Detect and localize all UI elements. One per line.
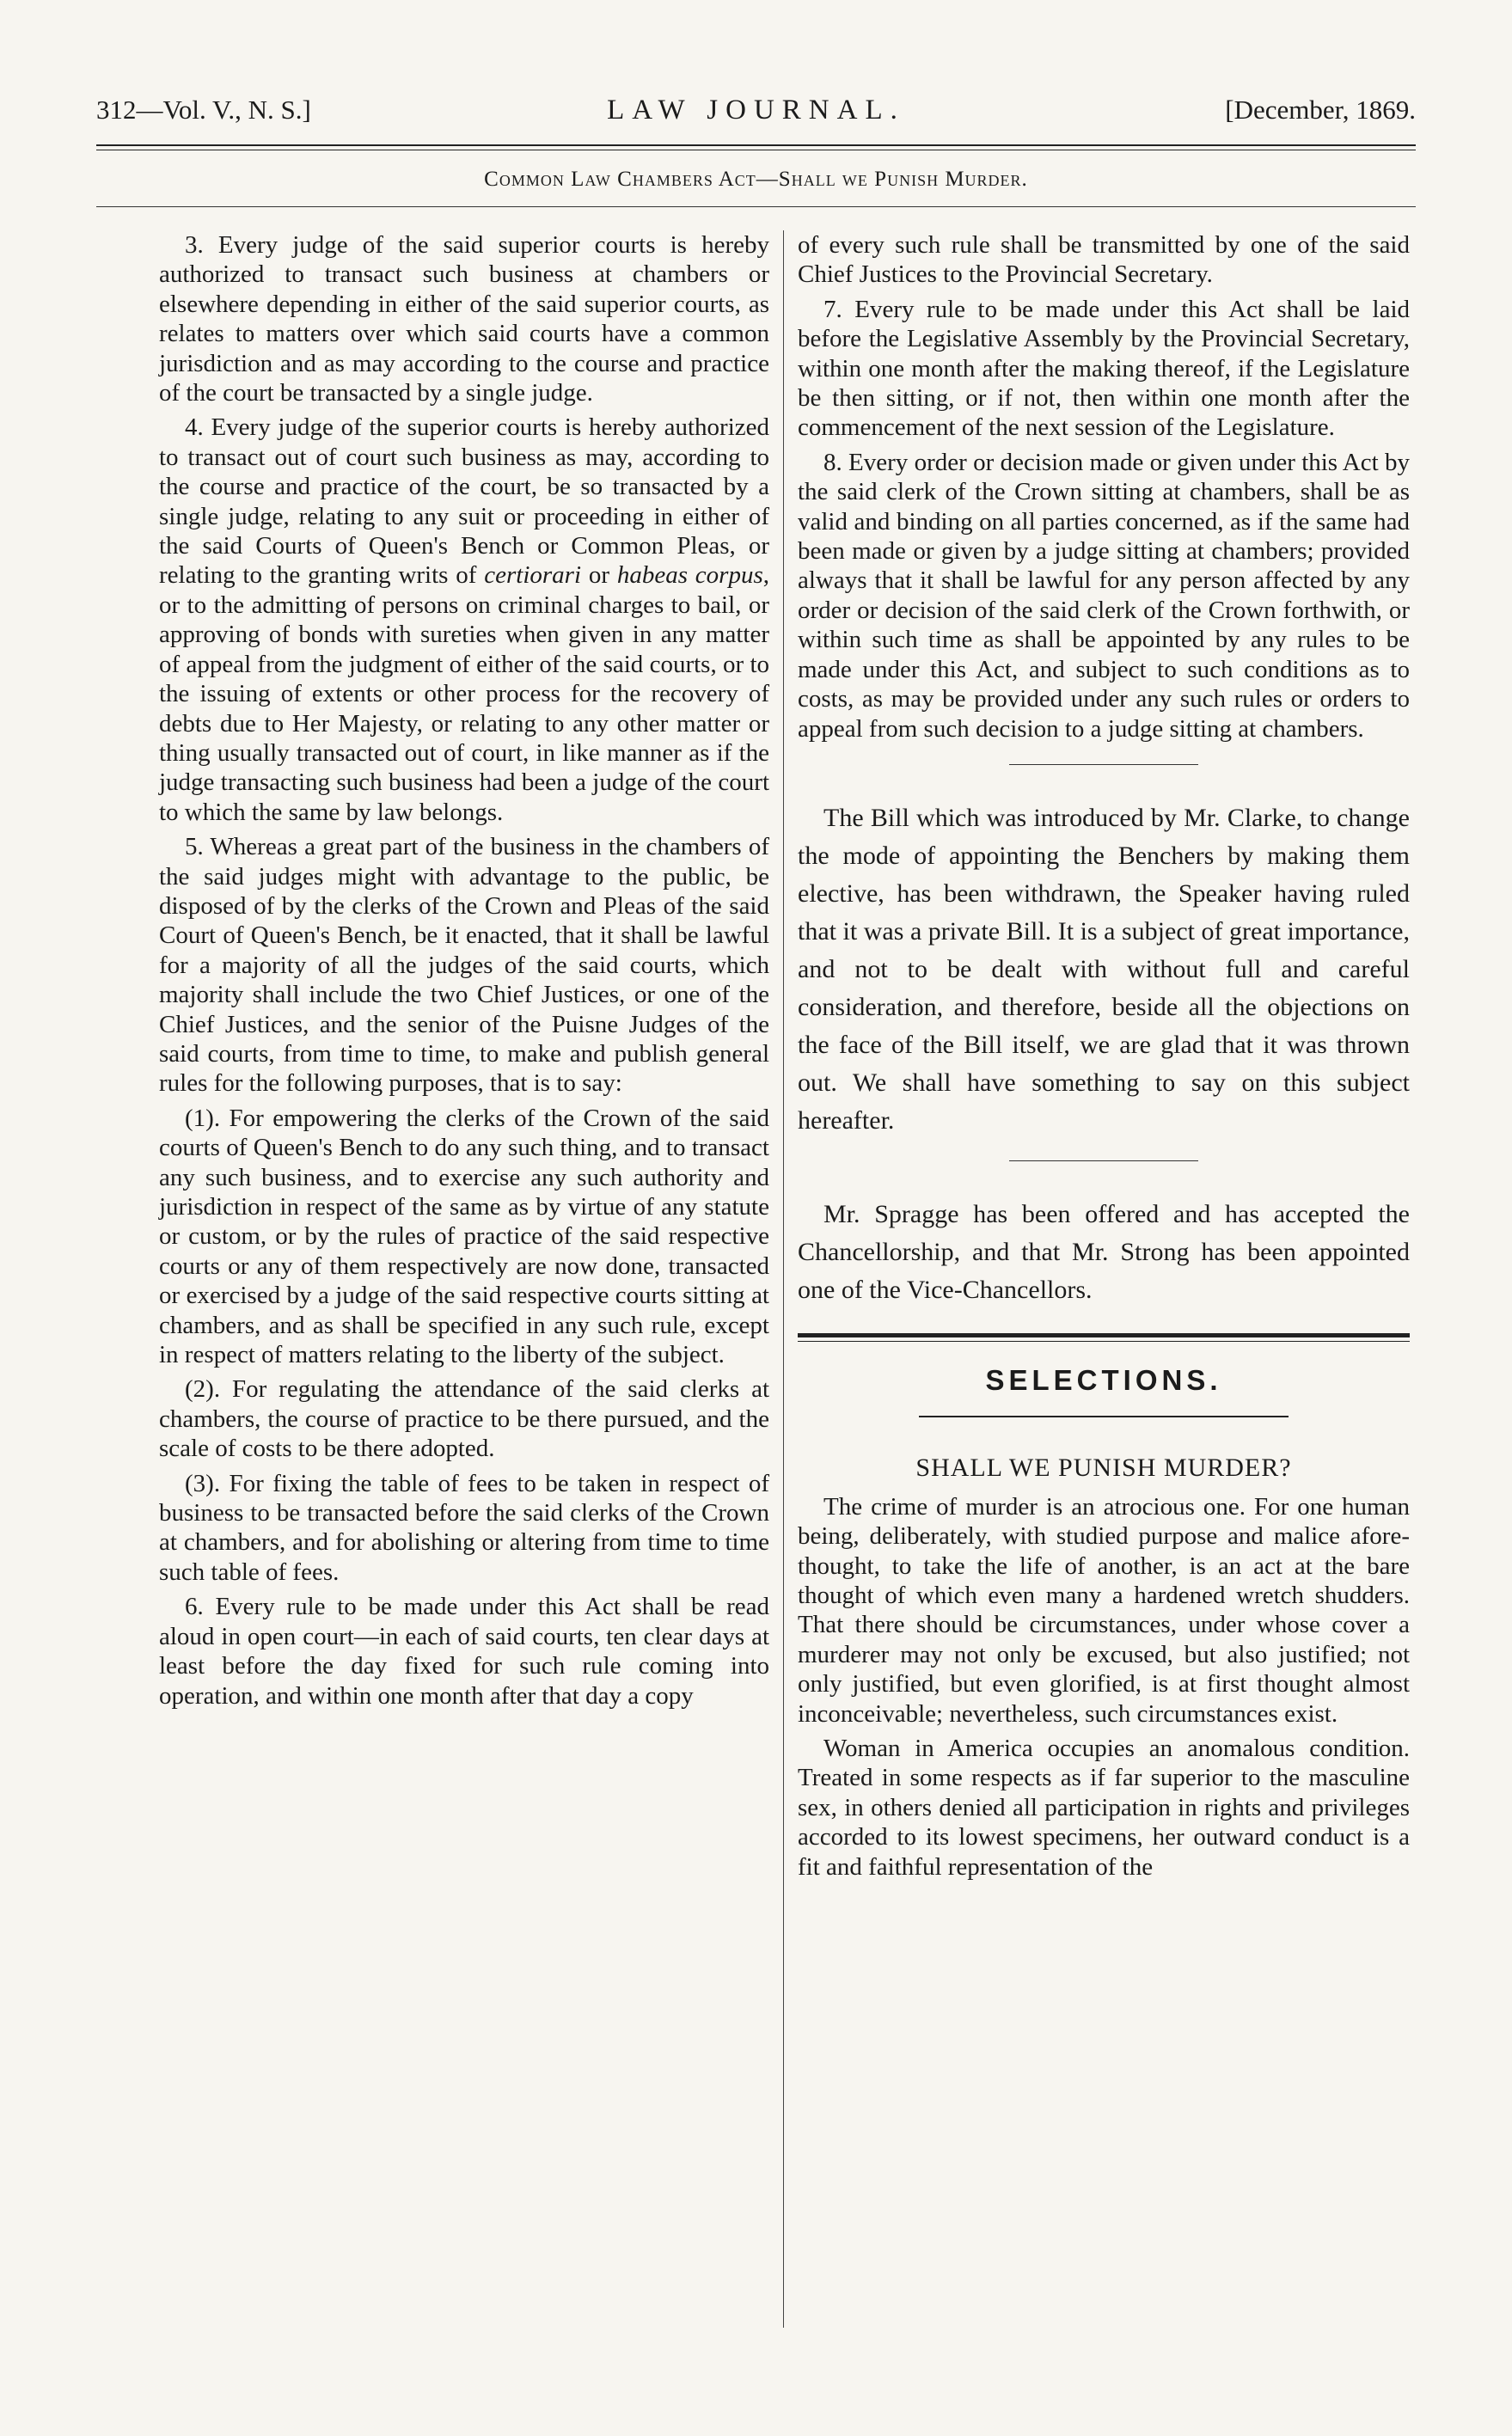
section-rule <box>96 206 1416 207</box>
right-column <box>798 230 1410 1887</box>
section-4 <box>159 413 769 827</box>
separator-rule <box>1009 764 1198 765</box>
section-5-clause-2: (2). For regulating the attendance of the said clerks at chambers, the course of practice to be there pursued, and the scale of costs to be there adopted. <box>159 1375 769 1463</box>
page-number-volume: 312—Vol. V., N. S.] <box>96 95 311 125</box>
section-5-clause-1: (1). For empowering the clerks of the Crown of the said courts of Queen's Bench to do any such thing, and to transact any such business, and to exercise any such authority and jurisdiction in respect of the same as by virtue of any statute or custom, or by the rules of practice of the said respective courts or any of them respectively are now done, transacted or exercised by a judge of the said respective courts sitting at chambers, and as shall be specified in any such rule, except in respect of matters relating to the liberty of the subject. <box>159 1104 769 1369</box>
section-4-text-a: 4. Every judge of the superior courts is hereby authorized to transact out of court such business as may, according to the course and practice of the court, be so transacted by a single judge, relating to any suit or proceeding in either of the said Courts of Queen's Bench or Common Pleas, or relating to the granting writs of <box>159 413 769 590</box>
selections-rule-heavy <box>798 1333 1410 1337</box>
article-paragraph-1: The crime of murder is an atrocious one. For one human being, deliberately, with studied purpose and malice afore-thought, to take the life of another, is an act at the bare thought of which even many a hardened wretch shudders. That there should be circumstances, under whose cover a murderer may not only be excused, but also justified; not only justified, but even glorified, is at first thought almost inconceivable; nevertheless, such circumstances exist. <box>798 1492 1410 1728</box>
article-paragraph-2: Woman in America occupies an anomalous condition. Treated in some respects as if far superior to the masculine sex, in others denied all participation in rights and privileges accorded to its lowest specimens, her outward conduct is a fit and faithful representation of the <box>798 1734 1410 1881</box>
journal-title: LAW JOURNAL. <box>607 95 905 125</box>
selections-underline <box>919 1416 1289 1417</box>
header-rule-top <box>96 144 1416 146</box>
chancellorship-note: Mr. Spragge has been offered and has accepted the Chancellorship, and that Mr. Strong has been appointed one of the Vice-Chancellors. <box>798 1199 1410 1304</box>
separator-rule <box>1009 1160 1198 1161</box>
section-4-text-b: , or to the admitting of persons on criminal charges to bail, or approving of bonds with sureties when given in any matter of appeal from the judgment of either of the said courts, or to the issuing of extents or other process for the recovery of debts due to Her Majesty, or relating to any other matter or thing usually transacted out of court, in like manner as if the judge transacting such business had been a judge of the court to which the same by law belongs. <box>159 561 769 826</box>
section-3: 3. Every judge of the said superior courts is hereby authorized to transact such business at chambers or elsewhere depending in either of the said superior courts, as relates to matters over which said courts have a common jurisdiction and as may according to the course and practice of the court be transacted by a single judge. <box>159 231 769 407</box>
section-7: 7. Every rule to be made under this Act shall be laid before the Legislative Assembly by the Provincial Secretary, within one month after the making thereof, if the Legislature be then sitting, or if not, then within one month after the commencement of the next session of the Legislature. <box>798 295 1410 442</box>
section-title: Common Law Chambers Act—Shall we Punish Murder. <box>484 168 1028 191</box>
term-certiorari: certiorari <box>484 561 582 590</box>
article-title: SHALL WE PUNISH MURDER? <box>915 1454 1292 1483</box>
section-4-or: or <box>581 561 617 590</box>
left-column <box>159 230 769 1716</box>
section-5: 5. Whereas a great part of the business in the chambers of the said judges might with advantage to the public, be disposed of by the clerks of the Crown and Pleas of the said Court of Queen's Bench, be it enacted, that it shall be lawful for a majority of all the judges of the said courts, which majority shall include the two Chief Justices, or one of the Chief Justices, and the senior of the Puisne Judges of the said courts, from time to time, to make and publish general rules for the following purposes, that is to say: <box>159 833 769 1098</box>
section-8: 8. Every order or decision made or given under this Act by the said clerk of the Crown sitting at chambers, shall be as valid and binding on all parties concerned, as if the same had been made or given by a judge sitting at chambers; provided always that it shall be lawful for any person affected by any order or decision of the said clerk of the Crown forthwith, or within such time as shall be appointed by any rules to be made under this Act, and subject to such conditions as to costs, as may be provided under any such rules or orders to appeal from such decision to a judge sitting at chambers. <box>798 448 1410 743</box>
column-divider <box>783 230 784 2328</box>
selections-heading: SELECTIONS. <box>985 1363 1222 1396</box>
section-6: 6. Every rule to be made under this Act shall be read aloud in open court—in each of said courts, ten clear days at least before the day fixed for such rule coming into operation, and within one month after that day a copy <box>159 1593 769 1710</box>
section-5-clause-3: (3). For fixing the table of fees to be taken in respect of business to be transacted before the said clerks of the Crown at chambers, and for abolishing or altering from time to time such table of fees. <box>159 1469 769 1586</box>
running-head <box>96 95 1416 138</box>
selections-rule-thin <box>798 1341 1410 1342</box>
benchers-bill-note: The Bill which was introduced by Mr. Clarke, to change the mode of appointing the Benchers by making them elective, has been withdrawn, the Speaker having ruled that it was a private Bill. It is a subject of great importance, and not to be dealt with without full and careful consideration, and therefore, beside all the objections on the face of the Bill itself, we are glad that it was thrown out. We shall have something to say on this subject hereafter. <box>798 803 1410 1135</box>
section-6-continued: of every such rule shall be transmitted by one of the said Chief Justices to the Provincial Secretary. <box>798 231 1410 289</box>
issue-date: [December, 1869. <box>1225 95 1416 125</box>
term-habeas-corpus: habeas corpus <box>616 561 763 590</box>
